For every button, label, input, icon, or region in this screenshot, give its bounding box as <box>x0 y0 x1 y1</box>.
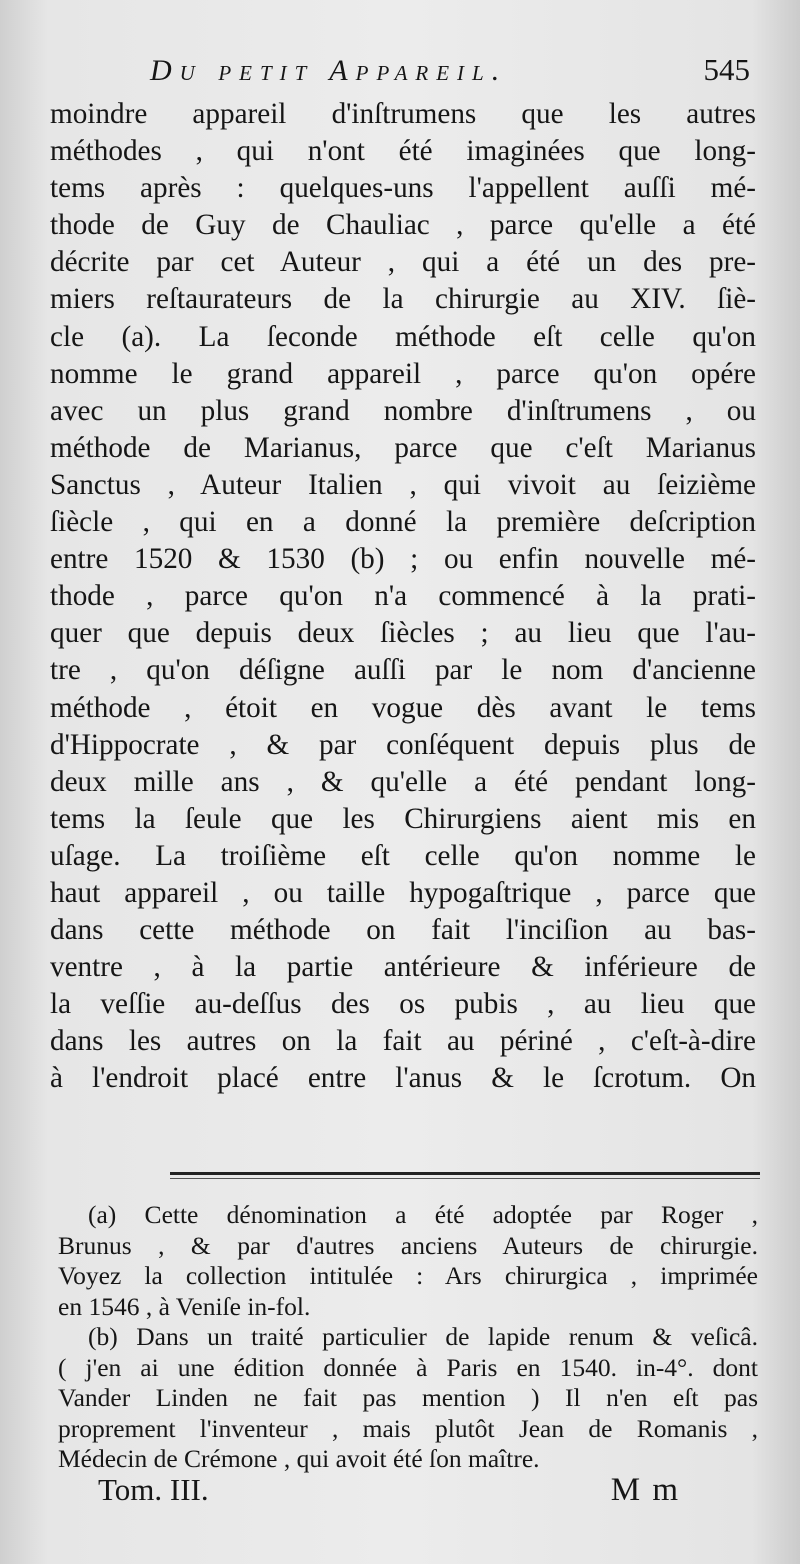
text-line: ſiècle , qui en a donné la première deſcription <box>50 506 756 539</box>
text-line: méthode , étoit en vogue dès avant le tems <box>50 691 756 724</box>
text-line: méthodes , qui n'ont été imaginées que long- <box>50 135 756 168</box>
text-line: ventre , à la partie antérieure & inférieure de <box>50 951 756 984</box>
footnote-line: ( j'en ai une édition donnée à Paris en 1540. in-4°. dont <box>58 1352 758 1382</box>
footnote-line: Médecin de Crémone , qui avoit été ſon maître. <box>58 1444 540 1473</box>
footnote-line: (b) Dans un traité particulier de lapide renum & veſicâ. <box>88 1322 758 1351</box>
text-line: thode , parce qu'on n'a commencé à la prati- <box>50 580 756 613</box>
footnote-line: Brunus , & par d'autres anciens Auteurs de chirurgie. <box>58 1230 758 1260</box>
text-line: la veſſie au-deſſus des os pubis , au lieu que <box>50 988 756 1021</box>
text-line: moindre appareil d'inſtrumens que les autres <box>50 98 756 130</box>
text-line: décrite par cet Auteur , qui a été un des pre- <box>50 246 756 279</box>
text-line: deux mille ans , & qu'elle a été pendant long- <box>50 765 756 798</box>
text-line: d'Hippocrate , & par conſéquent depuis plus de <box>50 728 756 761</box>
text-line: quer que depuis deux ſiècles ; au lieu que l'au- <box>50 617 756 650</box>
signature-mark: M m <box>610 1472 680 1508</box>
volume-marker: Tom. III. <box>98 1472 209 1507</box>
text-line: Sanctus , Auteur Italien , qui vivoit au ſeizième <box>50 468 756 501</box>
body-text <box>50 96 756 1098</box>
text-line: nomme le grand appareil , parce qu'on opére <box>50 357 756 390</box>
footnote-rule <box>170 1172 760 1175</box>
text-line: méthode de Marianus, parce que c'eſt Marianus <box>50 431 756 464</box>
text-line: miers reſtaurateurs de la chirurgie au XIV. ſiè- <box>50 283 756 316</box>
text-line: tems la ſeule que les Chirurgiens aient mis en <box>50 802 756 835</box>
text-line: tre , qu'on déſigne auſſi par le nom d'ancienne <box>50 654 756 687</box>
text-line: haut appareil , ou taille hypogaſtrique , parce que <box>50 876 756 909</box>
text-line: dans les autres on la fait au périné , c'eſt-à-dire <box>50 1025 756 1058</box>
footnote-line: en 1546 , à Veniſe in-fol. <box>58 1291 311 1321</box>
text-line: cle (a). La ſeconde méthode eſt celle qu'on <box>50 320 756 353</box>
footnote-line: proprement l'inventeur , mais plutôt Jean de Romanis , <box>58 1413 758 1443</box>
text-line: uſage. La troiſième eſt celle qu'on nomme le <box>50 839 756 872</box>
text-line: à l'endroit placé entre l'anus & le ſcrotum. On <box>50 1062 756 1095</box>
footnote-rule-thin <box>170 1178 760 1179</box>
footnotes <box>58 1200 758 1475</box>
page-number: 545 <box>703 52 750 87</box>
running-head <box>50 52 756 96</box>
text-line: dans cette méthode on fait l'inciſion au bas- <box>50 914 756 947</box>
footnote-line: Vander Linden ne fait pas mention ) Il n'en eſt pas <box>58 1383 758 1412</box>
footnote-line: Voyez la collection intitulée : Ars chirurgica , imprimée <box>58 1261 758 1290</box>
text-line: avec un plus grand nombre d'inſtrumens , ou <box>50 394 756 427</box>
text-line: entre 1520 & 1530 (b) ; ou enfin nouvelle mé- <box>50 543 756 576</box>
text-line: tems après : quelques-uns l'appellent auſſi mé- <box>50 172 756 205</box>
running-head-title: Du petit Appareil. <box>150 54 508 87</box>
text-line: thode de Guy de Chauliac , parce qu'elle a été <box>50 209 756 242</box>
footnote-line: (a) Cette dénomination a été adoptée par Roger , <box>88 1200 758 1229</box>
page-footer <box>98 1472 680 1509</box>
